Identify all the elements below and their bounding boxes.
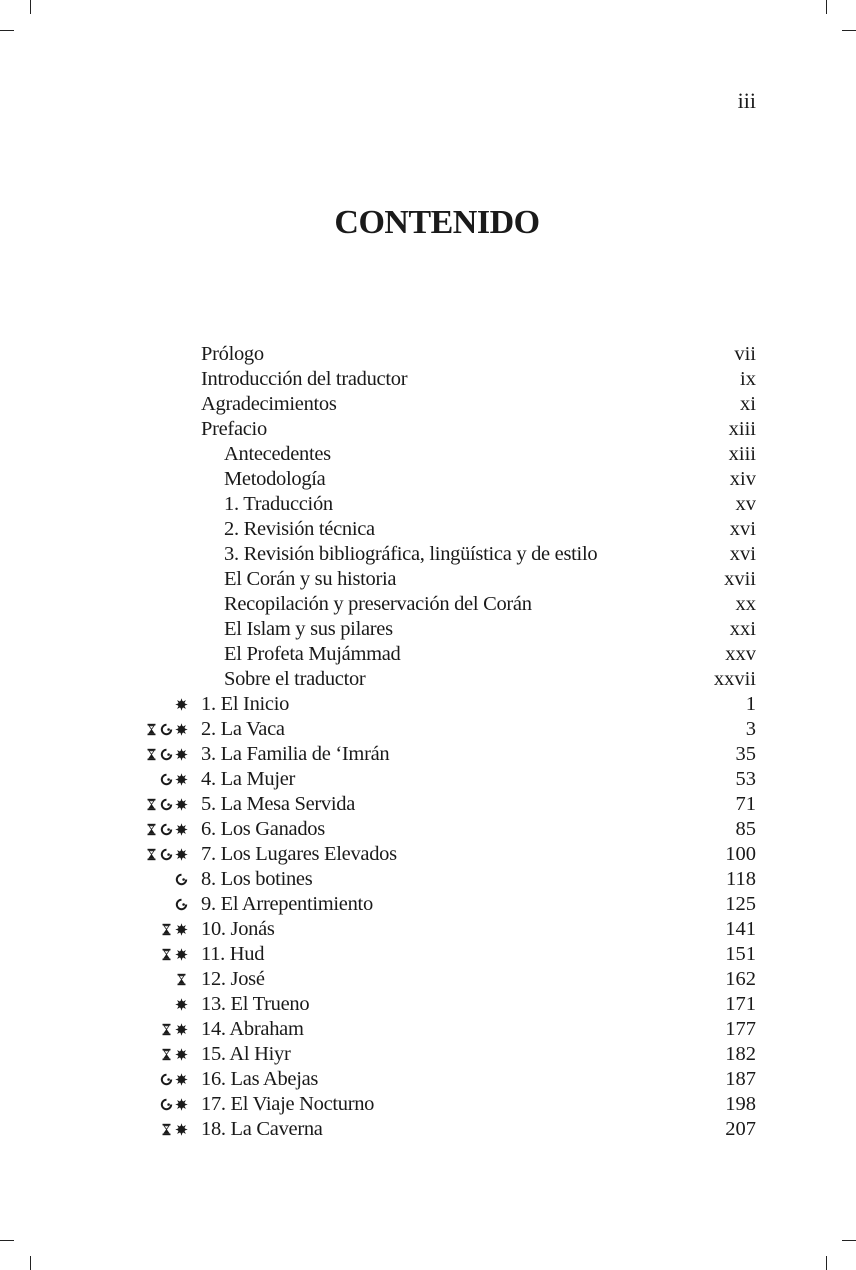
toc-entry[interactable]: [0, 342, 856, 367]
entry-label: 13. El Trueno: [201, 993, 310, 1015]
toc-entry[interactable]: [0, 442, 856, 467]
hourglass-icon: [160, 1123, 173, 1136]
star-icon: [175, 798, 188, 811]
crop-mark: [826, 1256, 827, 1270]
hourglass-icon: [145, 748, 158, 761]
page-number: iii: [737, 88, 756, 113]
star-icon: [175, 748, 188, 761]
toc-entry[interactable]: [0, 417, 856, 442]
entry-label: Prefacio: [201, 418, 267, 440]
crop-mark: [0, 30, 14, 31]
entry-page-number: 53: [735, 768, 756, 790]
entry-page-number: 71: [735, 793, 756, 815]
chapter-entry[interactable]: [0, 917, 856, 942]
crescent-icon: [160, 848, 173, 861]
entry-label: 12. José: [201, 968, 265, 990]
entry-label: Sobre el traductor: [224, 668, 366, 690]
chapter-entry[interactable]: [0, 842, 856, 867]
entry-label: Prólogo: [201, 343, 264, 365]
chapter-entry[interactable]: [0, 817, 856, 842]
entry-label: 3. La Familia de ‘Imrán: [201, 743, 390, 765]
entry-label: 6. Los Ganados: [201, 818, 325, 840]
entry-page-number: xvi: [729, 518, 756, 540]
chapter-entry[interactable]: [0, 792, 856, 817]
crescent-icon: [160, 748, 173, 761]
entry-label: 4. La Mujer: [201, 768, 296, 790]
chapter-marks: [175, 992, 188, 1017]
chapter-entry[interactable]: [0, 742, 856, 767]
chapter-marks: [175, 692, 188, 717]
star-icon: [175, 723, 188, 736]
entry-page-number: 162: [725, 968, 756, 990]
chapter-marks: [160, 1042, 188, 1067]
hourglass-icon: [145, 798, 158, 811]
toc-entry[interactable]: [0, 392, 856, 417]
entry-page-number: xiii: [728, 443, 756, 465]
entry-label: 18. La Caverna: [201, 1118, 323, 1140]
chapter-marks: [175, 892, 188, 917]
chapter-entry[interactable]: [0, 1092, 856, 1117]
toc-entry[interactable]: [0, 567, 856, 592]
chapter-marks: [160, 1067, 188, 1092]
chapter-marks: [160, 1092, 188, 1117]
entry-label: 5. La Mesa Servida: [201, 793, 355, 815]
crescent-icon: [175, 898, 188, 911]
entry-label: 2. Revisión técnica: [224, 518, 375, 540]
chapter-entry[interactable]: [0, 1017, 856, 1042]
hourglass-icon: [145, 723, 158, 736]
toc-entry[interactable]: [0, 642, 856, 667]
toc-entry[interactable]: [0, 617, 856, 642]
star-icon: [175, 1098, 188, 1111]
entry-label: 11. Hud: [201, 943, 265, 965]
entry-page-number: 187: [725, 1068, 756, 1090]
entry-page-number: 100: [725, 843, 756, 865]
entry-label: El Profeta Mujámmad: [224, 643, 401, 665]
chapter-entry[interactable]: [0, 992, 856, 1017]
entry-page-number: 171: [725, 993, 756, 1015]
chapter-marks: [145, 817, 188, 842]
star-icon: [175, 773, 188, 786]
crescent-icon: [160, 1073, 173, 1086]
chapter-entry[interactable]: [0, 767, 856, 792]
entry-page-number: xxv: [725, 643, 756, 665]
star-icon: [175, 1048, 188, 1061]
chapter-marks: [145, 717, 188, 742]
star-icon: [175, 1123, 188, 1136]
star-icon: [175, 1073, 188, 1086]
toc-entry[interactable]: [0, 467, 856, 492]
star-icon: [175, 948, 188, 961]
entry-page-number: 125: [725, 893, 756, 915]
hourglass-icon: [160, 1048, 173, 1061]
entry-label: 1. El Inicio: [201, 693, 290, 715]
entry-page-number: vii: [734, 343, 756, 365]
crescent-icon: [160, 823, 173, 836]
chapter-marks: [145, 792, 188, 817]
entry-page-number: 177: [725, 1018, 756, 1040]
entry-page-number: xvii: [724, 568, 756, 590]
chapter-marks: [160, 942, 188, 967]
entry-label: 1. Traducción: [224, 493, 333, 515]
entry-label: 8. Los botines: [201, 868, 313, 890]
chapter-entry[interactable]: [0, 1042, 856, 1067]
crop-mark: [30, 1256, 31, 1270]
hourglass-icon: [160, 948, 173, 961]
star-icon: [175, 998, 188, 1011]
chapter-marks: [160, 917, 188, 942]
hourglass-icon: [145, 823, 158, 836]
entry-label: 9. El Arrepentimiento: [201, 893, 373, 915]
chapter-entry[interactable]: [0, 717, 856, 742]
entry-page-number: 3: [745, 718, 756, 740]
toc-entry[interactable]: [0, 542, 856, 567]
chapter-marks: [145, 842, 188, 867]
crescent-icon: [160, 1098, 173, 1111]
star-icon: [175, 923, 188, 936]
entry-page-number: 35: [735, 743, 756, 765]
crescent-icon: [160, 723, 173, 736]
hourglass-icon: [160, 1023, 173, 1036]
entry-page-number: 118: [726, 868, 756, 890]
entry-page-number: xiv: [729, 468, 756, 490]
entry-label: 15. Al Hiyr: [201, 1043, 291, 1065]
chapter-entry[interactable]: [0, 967, 856, 992]
star-icon: [175, 698, 188, 711]
entry-page-number: 1: [745, 693, 756, 715]
entry-label: 10. Jonás: [201, 918, 275, 940]
entry-page-number: 141: [725, 918, 756, 940]
toc-entry[interactable]: [0, 667, 856, 692]
entry-label: 7. Los Lugares Elevados: [201, 843, 397, 865]
hourglass-icon: [145, 848, 158, 861]
chapter-entry[interactable]: [0, 942, 856, 967]
entry-page-number: xi: [740, 393, 756, 415]
entry-label: Recopilación y preservación del Corán: [224, 593, 532, 615]
entry-label: 16. Las Abejas: [201, 1068, 319, 1090]
chapter-entry[interactable]: [0, 692, 856, 717]
entry-page-number: 151: [725, 943, 756, 965]
toc-entry[interactable]: [0, 592, 856, 617]
entry-label: El Islam y sus pilares: [224, 618, 393, 640]
entry-page-number: 198: [725, 1093, 756, 1115]
entry-page-number: xxvii: [713, 668, 756, 690]
entry-page-number: 182: [725, 1043, 756, 1065]
entry-label: El Corán y su historia: [224, 568, 397, 590]
star-icon: [175, 848, 188, 861]
entry-page-number: xxi: [729, 618, 756, 640]
entry-label: 2. La Vaca: [201, 718, 285, 740]
chapter-marks: [175, 867, 188, 892]
toc-entry[interactable]: [0, 517, 856, 542]
crop-mark: [842, 1240, 856, 1241]
crescent-icon: [160, 773, 173, 786]
star-icon: [175, 823, 188, 836]
toc-entry[interactable]: [0, 367, 856, 392]
entry-page-number: ix: [740, 368, 756, 390]
chapter-entry[interactable]: [0, 1067, 856, 1092]
chapter-marks: [160, 1117, 188, 1142]
chapter-entry[interactable]: [0, 1117, 856, 1142]
crop-mark: [0, 1240, 14, 1241]
entry-page-number: xv: [735, 493, 756, 515]
entry-label: Introducción del traductor: [201, 368, 408, 390]
entry-page-number: 85: [735, 818, 756, 840]
entry-page-number: xx: [735, 593, 756, 615]
chapter-marks: [160, 1017, 188, 1042]
entry-label: 3. Revisión bibliográfica, lingüística y de estilo: [224, 543, 598, 565]
chapter-entry[interactable]: [0, 867, 856, 892]
entry-page-number: 207: [725, 1118, 756, 1140]
table-of-contents: [0, 342, 856, 1142]
crop-mark: [826, 0, 827, 14]
chapter-marks: [160, 767, 188, 792]
entry-label: Antecedentes: [224, 443, 331, 465]
entry-label: Agradecimientos: [201, 393, 337, 415]
hourglass-icon: [175, 973, 188, 986]
chapter-marks: [145, 742, 188, 767]
entry-label: 14. Abraham: [201, 1018, 304, 1040]
crescent-icon: [175, 873, 188, 886]
hourglass-icon: [160, 923, 173, 936]
chapter-marks: [175, 967, 188, 992]
chapter-entry[interactable]: [0, 892, 856, 917]
entry-label: 17. El Viaje Nocturno: [201, 1093, 375, 1115]
star-icon: [175, 1023, 188, 1036]
entry-page-number: xiii: [728, 418, 756, 440]
crop-mark: [30, 0, 31, 14]
page-title: CONTENIDO: [334, 204, 540, 241]
crescent-icon: [160, 798, 173, 811]
entry-label: Metodología: [224, 468, 326, 490]
crop-mark: [842, 30, 856, 31]
toc-entry[interactable]: [0, 492, 856, 517]
entry-page-number: xvi: [729, 543, 756, 565]
